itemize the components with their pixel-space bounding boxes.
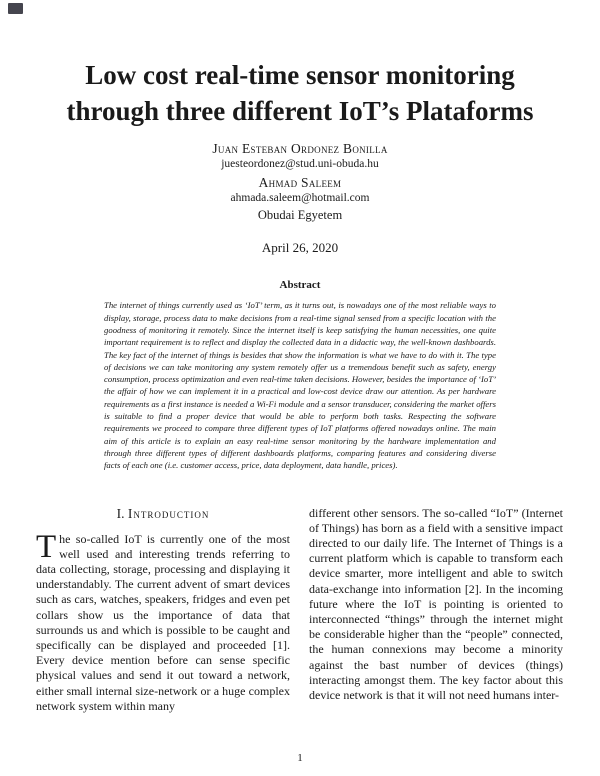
corner-mark-icon — [8, 3, 23, 14]
intro-paragraph-right: different other sensors. The so-called “IoT” (Internet of Things) has born as a field with a sensitive impact directed to our daily life. The Internet of Things is a current platform which is capable to transform each device smarter, more intelligent and able to switch data-exchange into information [2]. In the incoming future where the IoT is pointing is oriented to interconnected “things” through the internet might be considerable higher than the “people” connected, the human connexions may become a minority against the bast number of devices (things) interacting amongst them. The key factor about this device network is that it will not need humans inter- — [309, 505, 563, 702]
author-name: Juan Esteban Ordonez Bonilla — [212, 141, 388, 157]
right-column — [309, 506, 563, 714]
author-name: Ahmad Saleem — [258, 174, 342, 190]
abstract-heading: Abstract — [279, 279, 321, 292]
author-email: juesteordonez@stud.uni-obuda.hu — [221, 158, 379, 171]
left-column — [36, 506, 290, 714]
abstract-body: The internet of things currently used as ‘IoT’ term, as it turns out, is nowadays one of the most reliable ways to display, storage, process data to make decisions from a real-time signal sensed from a specific location with the goodness of monitoring it remotely. Since the internet itself is keep satisfying the human necessities, one quite important requirement is to reflect and display the collected data in a didactic way, the well-known dashboards. The key fact of the internet of things is besides that show the information is what we have to do with it. The type of decisions we can take monitoring any system remotely offer us a tremendous benefit such as safety, energy consumption, process optimization and even real-time taken decisions. However, besides the importance of ‘IoT’ the affair of how we can implement it in a practical and low-cost device draw our attention. As per hardware requirements as a first instance is needed a Wi-Fi module and a sensor transducer, considering the market offers is suitable to find a proper device that would be able to perform both tasks. Respecting the software requirements we proceed to compare three different types of IoT platforms offered nowadays online. The main aim of this article is to explain an easy real-time sensor monitoring by the hardware implementation and through three different types of different dashboards platforms, comparing features and considering diverse facts of each one (i.e. customer access, price, data deployment, data handle, prices). — [104, 300, 496, 471]
section-title: Introduction — [127, 505, 210, 521]
paper-date: April 26, 2020 — [261, 240, 339, 256]
section-heading — [36, 506, 290, 522]
page-number: 1 — [297, 752, 303, 764]
intro-text-left: he so-called IoT is currently one of the most well used and interesting trends referring to data collecting, storage, processing and displaying it understandably. The current advent of smart devices such as cars, watches, speakers, fridges and even pet collars show us the importance of data that surrounds us and which is possible to be caught and specifically can be displayed and proceeded [1]. Every device mention before can sense specific physical values and send it out toward a network, either small internal size-network or a huge complex network system within many — [36, 531, 290, 713]
two-column-body — [0, 506, 600, 714]
intro-paragraph-left — [36, 528, 290, 714]
affiliation: Obudai Egyetem — [257, 208, 343, 223]
section-number: I. — [116, 505, 125, 521]
paper-title: Low cost real-time sensor monitoring through three different IoT’s Plataforms — [66, 60, 534, 126]
author-block — [0, 141, 600, 223]
author-email: ahmada.saleem@hotmail.com — [230, 192, 370, 204]
drop-cap: T — [36, 528, 57, 565]
